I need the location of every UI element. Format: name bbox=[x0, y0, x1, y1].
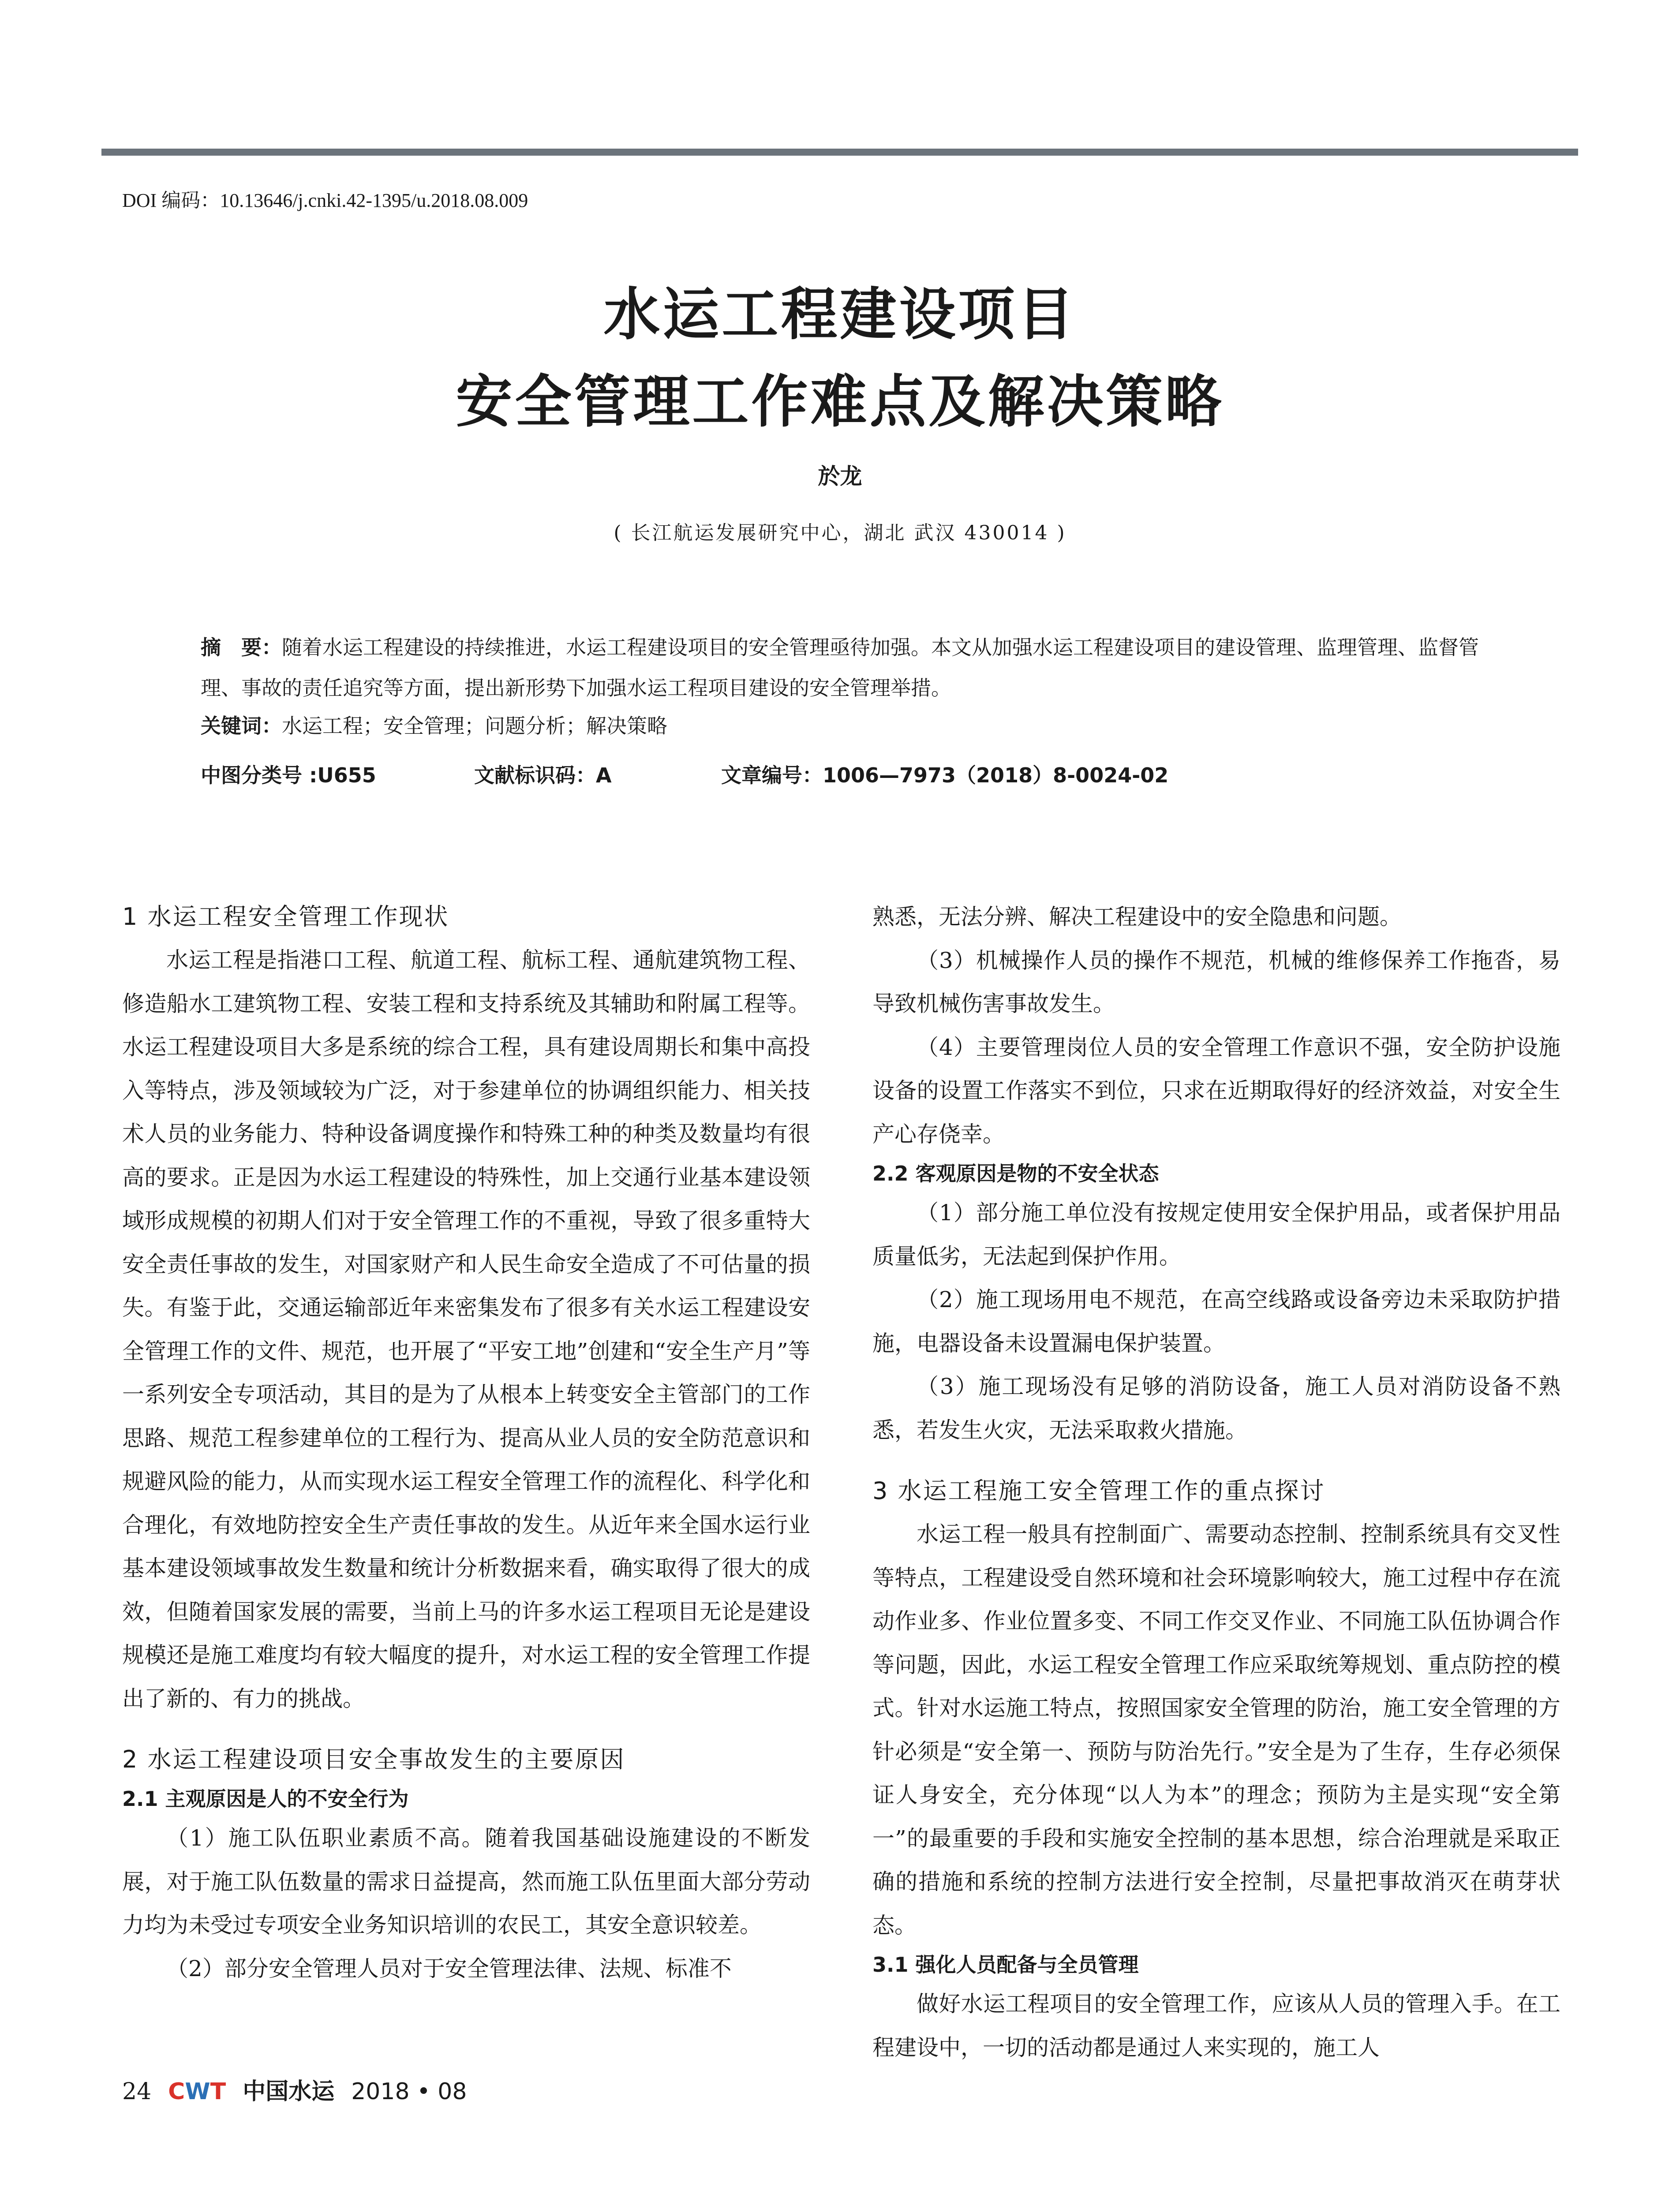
paragraph: （2）施工现场用电不规范，在高空线路或设备旁边未采取防护措施，电器设备未设置漏电保护装置。 bbox=[872, 1287, 1560, 1356]
journal-logo: CWT bbox=[168, 2078, 226, 2105]
paragraph: （3）施工现场没有足够的消防设备，施工人员对消防设备不熟悉，若发生火灾，无法采取救火措施。 bbox=[872, 1374, 1560, 1443]
subsection-heading-3-1: 3.1 强化人员配备与全员管理 bbox=[872, 1953, 1139, 1977]
header-rule bbox=[101, 149, 1578, 156]
page-footer bbox=[122, 2073, 467, 2106]
section-heading-2: 2 水运工程建设项目安全事故发生的主要原因 bbox=[122, 1745, 625, 1773]
paragraph: 水运工程是指港口工程、航道工程、航标工程、通航建筑物工程、修造船水工建筑物工程、安装工程和支持系统及其辅助和附属工程等。水运工程建设项目大多是系统的综合工程，具有建设周期长和集中高投入等特点，涉及领域较为广泛，对于参建单位的协调组织能力、相关技术人员的业务能力、特种设备调度操作和特殊工种的种类及数量均有很高的要求。正是因为水运工程建设的特殊性，加上交通行业基本建设领域形成规模的初期人们对于安全管理工作的不重视，导致了很多重特大安全责任事故的发生，对国家财产和人民生命安全造成了不可估量的损失。有鉴于此，交通运输部近年来密集发布了很多有关水运工程建设安全管理工作的文件、规范，也开展了“平安工地”创建和“安全生产月”等一系列安全专项活动，其目的是为了从根本上转变安全主管部门的工作思路、规范工程参建单位的工程行为、提高从业人员的安全防范意识和规避风险的能力，从而实现水运工程安全管理工作的流程化、科学化和合理化，有效地防控安全生产责任事故的发生。从近年来全国水运行业基本建设领域事故发生数量和统计分析数据来看，确实取得了很大的成效，但随着国家发展的需要，当前上马的许多水运工程项目无论是建设规模还是施工难度均有较大幅度的提升，对水运工程的安全管理工作提出了新的、有力的挑战。 bbox=[122, 947, 810, 1712]
abstract bbox=[201, 627, 1502, 708]
title-line-1: 水运工程建设项目 bbox=[603, 281, 1077, 348]
right-column bbox=[872, 895, 1560, 2069]
page-number: 24 bbox=[122, 2078, 152, 2105]
paragraph: （4）主要管理岗位人员的安全管理工作意识不强，安全防护设施设备的设置工作落实不到位，只求在近期取得好的经济效益，对安全生产心存侥幸。 bbox=[872, 1034, 1560, 1147]
journal-name: 中国水运 bbox=[243, 2078, 335, 2105]
paragraph: 熟悉，无法分辨、解决工程建设中的安全隐患和问题。 bbox=[872, 904, 1402, 930]
title-line-2: 安全管理工作难点及解决策略 bbox=[456, 369, 1224, 435]
clc-number: 中图分类号 :U655 bbox=[201, 763, 376, 787]
paragraph: （1）施工队伍职业素质不高。随着我国基础设施建设的不断发展，对于施工队伍数量的需求日益提高，然而施工队伍里面大部分劳动力均为未受过专项安全业务知识培训的农民工，其安全意识较差。 bbox=[122, 1825, 810, 1938]
author: 於龙 bbox=[818, 463, 862, 489]
left-column bbox=[122, 895, 810, 1990]
abstract-label: 摘 要： bbox=[201, 635, 282, 659]
section-heading-1: 1 水运工程安全管理工作现状 bbox=[122, 903, 449, 931]
paragraph: 水运工程一般具有控制面广、需要动态控制、控制系统具有交叉性等特点，工程建设受自然环境和社会环境影响较大，施工过程中存在流动作业多、作业位置多变、不同工作交叉作业、不同施工队伍协调合作等问题，因此，水运工程安全管理工作应采取统筹规划、重点防控的模式。针对水运施工特点，按照国家安全管理的防治，施工安全管理的方针必须是“安全第一、预防与防治先行。”安全是为了生存，生存必须保证人身安全，充分体现“以人为本”的理念；预防为主是实现“安全第一”的最重要的手段和实施安全控制的基本思想，综合治理就是采取正确的措施和系统的控制方法进行安全控制，尽量把事故消灭在萌芽状态。 bbox=[872, 1521, 1560, 1938]
section-heading-3: 3 水运工程施工安全管理工作的重点探讨 bbox=[872, 1477, 1325, 1505]
keywords-text: 水运工程；安全管理；问题分析；解决策略 bbox=[282, 714, 667, 738]
affiliation: ( 长江航运发展研究中心，湖北 武汉 430014 ) bbox=[614, 522, 1066, 544]
paragraph: （1）部分施工单位没有按规定使用安全保护用品，或者保护用品质量低劣，无法起到保护作用。 bbox=[872, 1200, 1560, 1269]
paragraph: （2）部分安全管理人员对于安全管理法律、法规、标准不 bbox=[166, 1955, 732, 1981]
document-code: 文献标识码：A bbox=[474, 763, 612, 787]
article-number: 文章编号：1006—7973（2018）8-0024-02 bbox=[721, 763, 1169, 787]
doi-line: DOI 编码：10.13646/j.cnki.42-1395/u.2018.08.009 bbox=[122, 190, 528, 211]
paragraph: （3）机械操作人员的操作不规范，机械的维修保养工作拖沓，易导致机械伤害事故发生。 bbox=[872, 947, 1560, 1017]
keywords-label: 关键词： bbox=[201, 714, 282, 738]
keywords bbox=[201, 710, 667, 739]
abstract-text: 随着水运工程建设的持续推进，水运工程建设项目的安全管理亟待加强。本文从加强水运工程建设项目的建设管理、监理管理、监督管理、事故的责任追究等方面，提出新形势下加强水运工程项目建设的安全管理举措。 bbox=[201, 635, 1479, 700]
subsection-heading-2-1: 2.1 主观原因是人的不安全行为 bbox=[122, 1787, 409, 1811]
issue-number: 2018 • 08 bbox=[351, 2078, 467, 2105]
paragraph: 做好水运工程项目的安全管理工作，应该从人员的管理入手。在工程建设中，一切的活动都是通过人来实现的，施工人 bbox=[872, 1991, 1560, 2060]
subsection-heading-2-2: 2.2 客观原因是物的不安全状态 bbox=[872, 1162, 1159, 1185]
